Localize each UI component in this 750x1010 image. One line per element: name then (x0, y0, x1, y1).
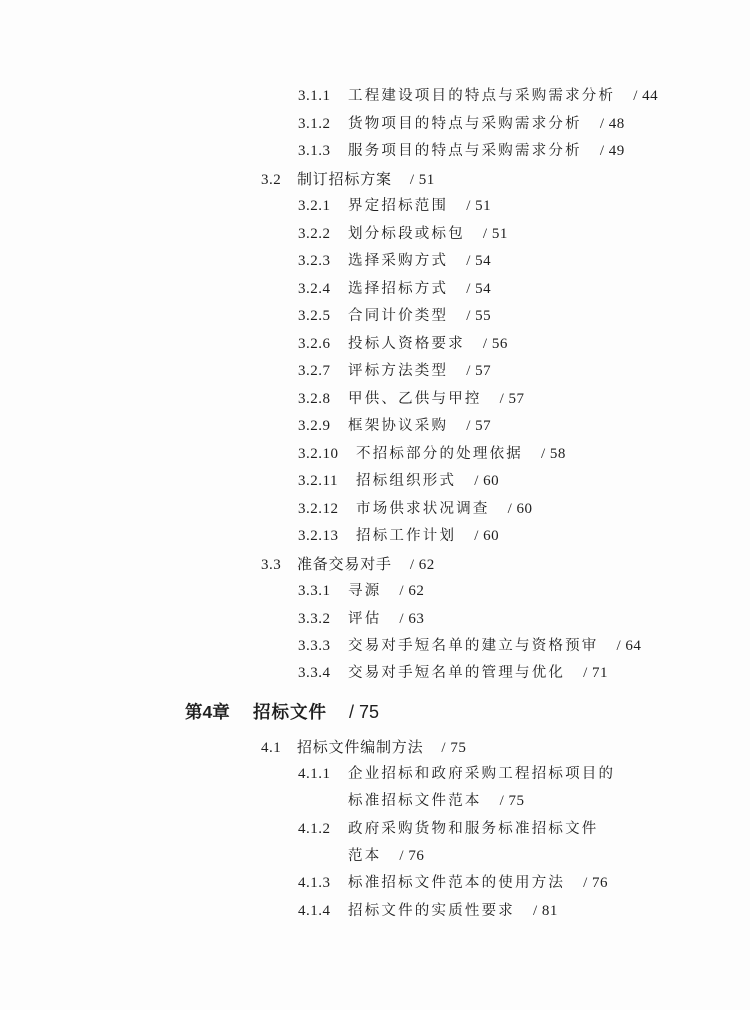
toc-entry-number: 3.2.9 (298, 418, 331, 434)
toc-entry-number: 3.2.1 (298, 198, 331, 214)
toc-entry[interactable] (298, 764, 615, 784)
toc-entry-number: 3.1.2 (298, 116, 331, 132)
toc-entry-number: 3.2.11 (298, 473, 338, 489)
toc-entry-page: / 51 (482, 226, 508, 242)
toc-entry-number: 3.2.8 (298, 391, 331, 407)
toc-entry[interactable] (298, 251, 491, 271)
toc-section-title: 准备交易对手 (297, 555, 392, 573)
toc-entry-title: 政府采购货物和服务标准招标文件 (348, 821, 599, 837)
toc-section-number: 4.1 (261, 740, 282, 756)
toc-entry[interactable] (298, 114, 625, 134)
toc-entry-number: 4.1.4 (298, 903, 331, 919)
toc-entry[interactable] (298, 499, 533, 519)
toc-section-title: 招标文件编制方法 (297, 738, 424, 756)
toc-section-page: / 51 (409, 172, 435, 188)
toc-entry[interactable] (298, 901, 558, 921)
toc-section-number: 3.2 (261, 172, 282, 188)
toc-entry-continuation[interactable] (348, 791, 525, 811)
toc-entry-number: 4.1.3 (298, 875, 331, 891)
chapter-page: / 75 (349, 702, 380, 722)
toc-entry[interactable] (298, 389, 525, 409)
toc-entry[interactable] (298, 306, 491, 326)
toc-entry[interactable] (298, 279, 491, 299)
toc-entry-page: / 75 (499, 793, 525, 809)
toc-entry[interactable] (298, 471, 499, 491)
toc-entry-title: 工程建设项目的特点与采购需求分析 (348, 88, 616, 104)
chapter-number: 第4章 (185, 702, 230, 722)
toc-entry-page: / 62 (399, 583, 425, 599)
toc-entry[interactable] (298, 581, 424, 601)
toc-entry-title: 招标组织形式 (356, 473, 457, 489)
toc-entry-number: 3.2.2 (298, 226, 331, 242)
toc-entry-page: / 56 (482, 336, 508, 352)
toc-entry-title: 评标方法类型 (348, 363, 449, 379)
toc-section-title: 制订招标方案 (297, 170, 392, 188)
toc-entry-number: 3.3.3 (298, 638, 331, 654)
toc-entry-number: 3.2.13 (298, 528, 339, 544)
toc-section-page: / 75 (441, 740, 467, 756)
toc-entry-number: 4.1.2 (298, 821, 331, 837)
toc-entry[interactable] (298, 636, 641, 656)
toc-entry-page: / 55 (466, 308, 492, 324)
toc-entry-page: / 44 (633, 88, 659, 104)
toc-entry-title: 货物项目的特点与采购需求分析 (348, 116, 582, 132)
toc-entry-title: 服务项目的特点与采购需求分析 (348, 143, 582, 159)
toc-entry-title: 招标工作计划 (356, 528, 457, 544)
toc-entry-page: / 60 (507, 501, 533, 517)
toc-entry-page: / 64 (616, 638, 642, 654)
toc-entry-title-continued: 范本 (348, 848, 382, 864)
toc-entry-page: / 63 (399, 611, 425, 627)
toc-entry-page: / 49 (599, 143, 625, 159)
toc-entry-title: 交易对手短名单的管理与优化 (348, 665, 566, 681)
toc-entry-number: 3.2.10 (298, 446, 339, 462)
toc-entry-number: 3.2.5 (298, 308, 331, 324)
toc-entry-page: / 81 (533, 903, 558, 919)
toc-entry-page: / 71 (583, 665, 609, 681)
toc-entry[interactable] (298, 86, 658, 106)
toc-entry-page: / 54 (466, 281, 492, 297)
toc-entry-page: / 60 (474, 528, 500, 544)
toc-entry-title: 交易对手短名单的建立与资格预审 (348, 638, 599, 654)
toc-entry-number: 3.2.7 (298, 363, 331, 379)
toc-section-number: 3.3 (261, 557, 282, 573)
toc-entry[interactable] (298, 196, 491, 216)
toc-section-entry[interactable] (261, 554, 435, 575)
toc-chapter-heading[interactable] (185, 700, 379, 724)
toc-entry-title-continued: 标准招标文件范本 (348, 793, 482, 809)
toc-entry-title: 选择招标方式 (348, 281, 449, 297)
toc-entry-title: 标准招标文件范本的使用方法 (348, 875, 566, 891)
toc-entry[interactable] (298, 609, 424, 629)
toc-entry[interactable] (298, 416, 491, 436)
toc-entry-page: / 54 (466, 253, 492, 269)
toc-entry[interactable] (298, 361, 491, 381)
toc-entry-number: 3.3.2 (298, 611, 331, 627)
toc-entry-page: / 76 (583, 875, 609, 891)
toc-entry-number: 3.3.4 (298, 665, 331, 681)
toc-entry-title: 招标文件的实质性要求 (348, 903, 515, 919)
toc-entry[interactable] (298, 224, 508, 244)
toc-entry-title: 框架协议采购 (348, 418, 449, 434)
toc-entry-number: 3.2.12 (298, 501, 339, 517)
toc-entry-title: 界定招标范围 (348, 198, 449, 214)
toc-entry-title: 不招标部分的处理依据 (356, 446, 523, 462)
chapter-title: 招标文件 (253, 702, 327, 722)
toc-entry-continuation[interactable] (348, 846, 424, 866)
toc-entry-number: 3.2.3 (298, 253, 331, 269)
toc-entry[interactable] (298, 663, 608, 683)
toc-entry-title: 甲供、乙供与甲控 (348, 391, 482, 407)
toc-entry[interactable] (298, 873, 608, 893)
toc-entry-page: / 58 (541, 446, 566, 462)
toc-entry-page: / 57 (466, 363, 492, 379)
toc-entry-title: 企业招标和政府采购工程招标项目的 (348, 766, 616, 782)
toc-entry-title: 合同计价类型 (348, 308, 449, 324)
toc-entry-page: / 60 (474, 473, 500, 489)
toc-entry-page: / 48 (599, 116, 625, 132)
toc-entry-page: / 57 (466, 418, 492, 434)
toc-entry-title: 寻源 (348, 583, 382, 599)
toc-entry[interactable] (298, 526, 499, 546)
toc-entry[interactable] (298, 141, 625, 161)
toc-section-entry[interactable] (261, 169, 435, 190)
toc-entry-number: 4.1.1 (298, 766, 331, 782)
toc-entry-page: / 51 (466, 198, 492, 214)
toc-entry[interactable] (298, 334, 508, 354)
toc-entry-page: / 76 (399, 848, 425, 864)
toc-entry-title: 评估 (348, 611, 382, 627)
toc-entry[interactable] (298, 819, 599, 839)
toc-entry-number: 3.2.6 (298, 336, 331, 352)
toc-section-page: / 62 (409, 557, 435, 573)
toc-entry-number: 3.1.1 (298, 88, 331, 104)
toc-entry-title: 选择采购方式 (348, 253, 449, 269)
toc-entry-title: 划分标段或标包 (348, 226, 465, 242)
toc-entry-number: 3.3.1 (298, 583, 331, 599)
toc-entry-title: 投标人资格要求 (348, 336, 465, 352)
toc-section-entry[interactable] (261, 737, 466, 758)
toc-entry-number: 3.1.3 (298, 143, 331, 159)
toc-entry[interactable] (298, 444, 566, 464)
toc-entry-page: / 57 (499, 391, 525, 407)
toc-entry-number: 3.2.4 (298, 281, 331, 297)
toc-entry-title: 市场供求状况调查 (356, 501, 490, 517)
